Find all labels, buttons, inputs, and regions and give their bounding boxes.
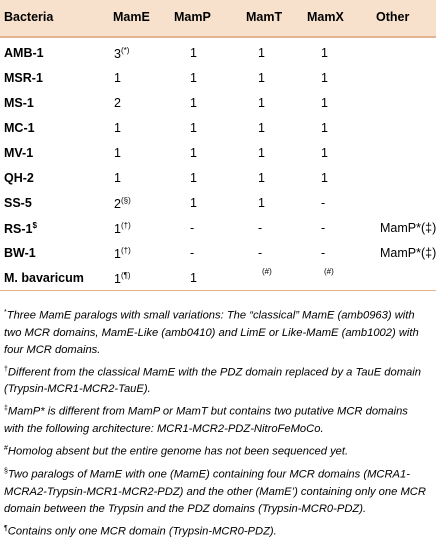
cell-mamp: 1 — [190, 71, 197, 85]
footnote-text: Homolog absent but the entire genome has not been sequenced yet. — [7, 445, 349, 458]
table-row — [0, 265, 436, 290]
footnotes — [4, 304, 430, 542]
cell-mame: 3(*) — [114, 46, 130, 62]
cell-bacteria: QH-2 — [4, 171, 34, 185]
cell-mamx: - — [321, 221, 326, 235]
footnote — [4, 400, 430, 438]
footnote — [4, 463, 430, 518]
cell-mamx: 1 — [321, 171, 328, 185]
cell-mame: 1 — [114, 171, 121, 185]
table-body — [0, 38, 436, 290]
cell-mamt: 1 — [258, 196, 265, 210]
cell-bacteria: MS-1 — [4, 96, 34, 110]
cell-mamx: 1 — [321, 121, 328, 135]
cell-mame: 1 — [114, 121, 121, 135]
cell-mame: 1(¶) — [114, 271, 131, 287]
footnote — [4, 520, 430, 541]
header-mamt: MamT — [246, 10, 283, 24]
cell-mamx: - — [321, 246, 326, 260]
table-row — [0, 240, 436, 265]
table-row — [0, 90, 436, 115]
cell-bacteria: AMB-1 — [4, 46, 44, 60]
cell-mamt: - — [258, 246, 263, 260]
footnote-mark: ¶ — [4, 524, 8, 532]
table-row — [0, 40, 436, 65]
footnote-text: Two paralogs of MamE with one (MamE) containing four MCR domains (MCRA1-MCRA2-Trypsin-MCR1-MCR2-PDZ) and the other (MamE’) containing only one MCR domain between the Trypsin and the PDZ domains (Trypsin-MCR0-PDZ). — [4, 468, 426, 515]
footnote — [4, 361, 430, 399]
table-row — [0, 190, 436, 215]
cell-mamt: - — [258, 221, 263, 235]
header-bacteria: Bacteria — [4, 10, 54, 24]
header-mame: MamE — [113, 10, 150, 24]
footnote-mark: # — [4, 445, 8, 453]
footnote — [4, 304, 430, 359]
mame-footnote-mark: (*) — [120, 46, 130, 55]
cell-mamp: - — [190, 246, 195, 260]
cell-bacteria: MSR-1 — [4, 71, 43, 85]
cell-bacteria: SS-5 — [4, 196, 32, 210]
cell-other: MamP*(‡) — [380, 246, 436, 260]
cell-mamx: 1 — [321, 96, 328, 110]
footnote-text: Contains only one MCR domain (Trypsin-MCR0-PDZ). — [7, 525, 277, 538]
footnote-mark: * — [4, 309, 7, 316]
cell-mamt: 1 — [258, 71, 265, 85]
cell-mamp: 1 — [190, 121, 197, 135]
cell-mamp: 1 — [190, 171, 197, 185]
table-row — [0, 140, 436, 165]
header-mamp: MamP — [174, 10, 211, 24]
cell-bacteria: MV-1 — [4, 146, 34, 160]
cell-mamp: 1 — [190, 46, 197, 60]
cell-other: MamP*(‡) — [380, 221, 436, 235]
cell-mame: 1 — [114, 71, 121, 85]
table-row — [0, 65, 436, 90]
table-row — [0, 115, 436, 140]
footnote-mark: ‡ — [4, 405, 8, 413]
cell-mame: 2 — [114, 96, 121, 110]
cell-mame: 1(†) — [114, 246, 131, 262]
cell-mame: 1(†) — [114, 221, 131, 237]
cell-mamp: 1 — [190, 271, 197, 285]
cell-mamp: 1 — [190, 146, 197, 160]
bacteria-footnote-mark: $ — [32, 221, 37, 230]
cell-bacteria: MC-1 — [4, 121, 35, 135]
footnote — [4, 440, 430, 461]
cell-mamx: 1 — [321, 71, 328, 85]
cell-mamt: (#) — [262, 267, 272, 276]
table-header — [0, 0, 436, 36]
cell-mamx: 1 — [321, 46, 328, 60]
footnote-mark: § — [4, 467, 8, 475]
mame-footnote-mark: (§) — [120, 196, 131, 205]
cell-mame: 1 — [114, 146, 121, 160]
cell-bacteria: M. bavaricum — [4, 271, 84, 285]
mame-footnote-mark: (¶) — [120, 271, 131, 280]
header-other: Other — [376, 10, 410, 24]
cell-bacteria: BW-1 — [4, 246, 36, 260]
cell-mamt: 1 — [258, 121, 265, 135]
cell-mamx: (#) — [324, 267, 334, 276]
cell-bacteria: RS-1$ — [4, 221, 37, 237]
table-row — [0, 215, 436, 240]
cell-mamt: 1 — [258, 171, 265, 185]
cell-mamx: 1 — [321, 146, 328, 160]
table-bottom-rule — [0, 290, 436, 291]
cell-mamp: - — [190, 221, 195, 235]
footnote-mark: † — [4, 365, 8, 373]
cell-mamx: - — [321, 196, 326, 210]
mame-footnote-mark: (†) — [120, 246, 131, 255]
cell-mamt: 1 — [258, 46, 265, 60]
cell-mamp: 1 — [190, 96, 197, 110]
cell-mame: 2(§) — [114, 196, 131, 212]
footnote-text: Different from the classical MamE with the PDZ domain replaced by a TauE domain (Trypsin-MCR1-MCR2-TauE). — [4, 366, 421, 396]
footnote-text: Three MamE paralogs with small variations: The “classical” MamE (amb0963) with two MCR domains, MamE-Like (amb0410) and LimE or Like-MamE (amb1002) with four MCR domains. — [4, 309, 419, 356]
cell-mamt: 1 — [258, 96, 265, 110]
mame-footnote-mark: (†) — [120, 221, 131, 230]
table-row — [0, 165, 436, 190]
cell-mamp: 1 — [190, 196, 197, 210]
cell-mamt: 1 — [258, 146, 265, 160]
footnote-text: MamP* is different from MamP or MamT but contains two putative MCR domains with the following architecture: MCR1-MCR2-PDZ-NitroFeMoCo. — [4, 406, 408, 436]
header-mamx: MamX — [307, 10, 344, 24]
